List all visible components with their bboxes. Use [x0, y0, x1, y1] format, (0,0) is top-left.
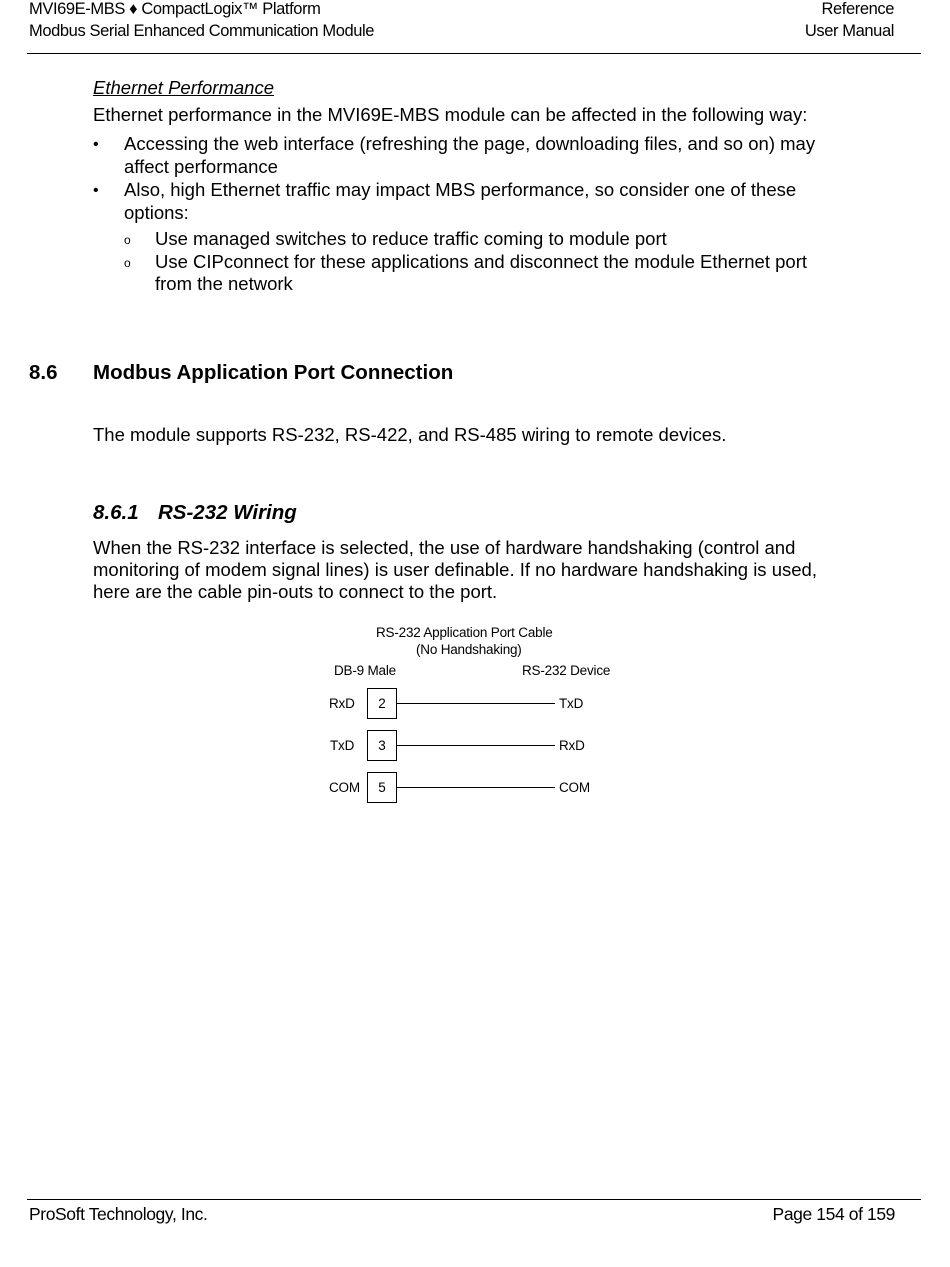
diagram-left-signal: TxD	[330, 738, 355, 753]
diagram-left-signal: RxD	[329, 696, 355, 711]
sub-bullet-icon: o	[124, 233, 131, 247]
footer-divider	[27, 1199, 921, 1200]
diagram-title-line1: RS-232 Application Port Cable	[376, 625, 553, 640]
diagram-db9-header: DB-9 Male	[334, 663, 396, 678]
header-product-title: MVI69E-MBS ♦ CompactLogix™ Platform	[29, 0, 321, 18]
bullet-icon: •	[93, 182, 99, 199]
header-manual-label: User Manual	[804, 22, 894, 40]
ethernet-intro-text: Ethernet performance in the MVI69E-MBS module can be affected in the following way:	[93, 104, 808, 125]
diagram-title-line2: (No Handshaking)	[416, 642, 522, 657]
sub-bullet-icon: o	[124, 256, 131, 270]
bullet-icon: •	[93, 136, 99, 153]
section-8-6-1-text-line1: When the RS-232 interface is selected, the use of hardware handshaking (control and	[93, 537, 796, 558]
section-8-6-1-title: RS-232 Wiring	[158, 501, 297, 524]
section-8-6-1-text-line3: here are the cable pin-outs to connect to the port.	[93, 581, 498, 602]
bullet-traffic-line2: options:	[124, 202, 189, 223]
header-module-title: Modbus Serial Enhanced Communication Module	[29, 22, 375, 40]
diagram-right-signal: TxD	[559, 696, 584, 711]
sub-bullet-cipconnect-line2: from the network	[155, 273, 293, 294]
footer-page-number: Page 154 of 159	[772, 1204, 895, 1224]
section-8-6-text: The module supports RS-232, RS-422, and RS-485 wiring to remote devices.	[93, 424, 727, 445]
header-divider	[27, 53, 921, 54]
diagram-right-signal: RxD	[559, 738, 585, 753]
section-8-6-title: Modbus Application Port Connection	[93, 361, 454, 384]
diagram-pin-box: 3	[367, 730, 397, 761]
diagram-device-header: RS-232 Device	[522, 663, 611, 678]
bullet-web-interface-line2: affect performance	[124, 156, 278, 177]
sub-bullet-managed-switches: Use managed switches to reduce traffic coming to module port	[155, 228, 667, 249]
diagram-left-signal: COM	[329, 780, 360, 795]
diagram-wire	[397, 703, 555, 704]
diagram-wire	[397, 787, 555, 788]
section-8-6-number: 8.6	[29, 361, 58, 384]
diagram-pin-box: 5	[367, 772, 397, 803]
header-section-label: Reference	[821, 0, 894, 18]
ethernet-performance-heading: Ethernet Performance	[93, 77, 274, 98]
diagram-right-signal: COM	[559, 780, 590, 795]
section-8-6-1-number: 8.6.1	[93, 501, 139, 524]
sub-bullet-cipconnect-line1: Use CIPconnect for these applications and disconnect the module Ethernet port	[155, 251, 807, 272]
bullet-web-interface-line1: Accessing the web interface (refreshing the page, downloading files, and so on) may	[124, 133, 816, 154]
diagram-wire	[397, 745, 555, 746]
section-8-6-1-text-line2: monitoring of modem signal lines) is user definable. If no hardware handshaking is used,	[93, 559, 817, 580]
diagram-pin-box: 2	[367, 688, 397, 719]
footer-company: ProSoft Technology, Inc.	[29, 1204, 208, 1224]
bullet-traffic-line1: Also, high Ethernet traffic may impact MBS performance, so consider one of these	[124, 179, 797, 200]
